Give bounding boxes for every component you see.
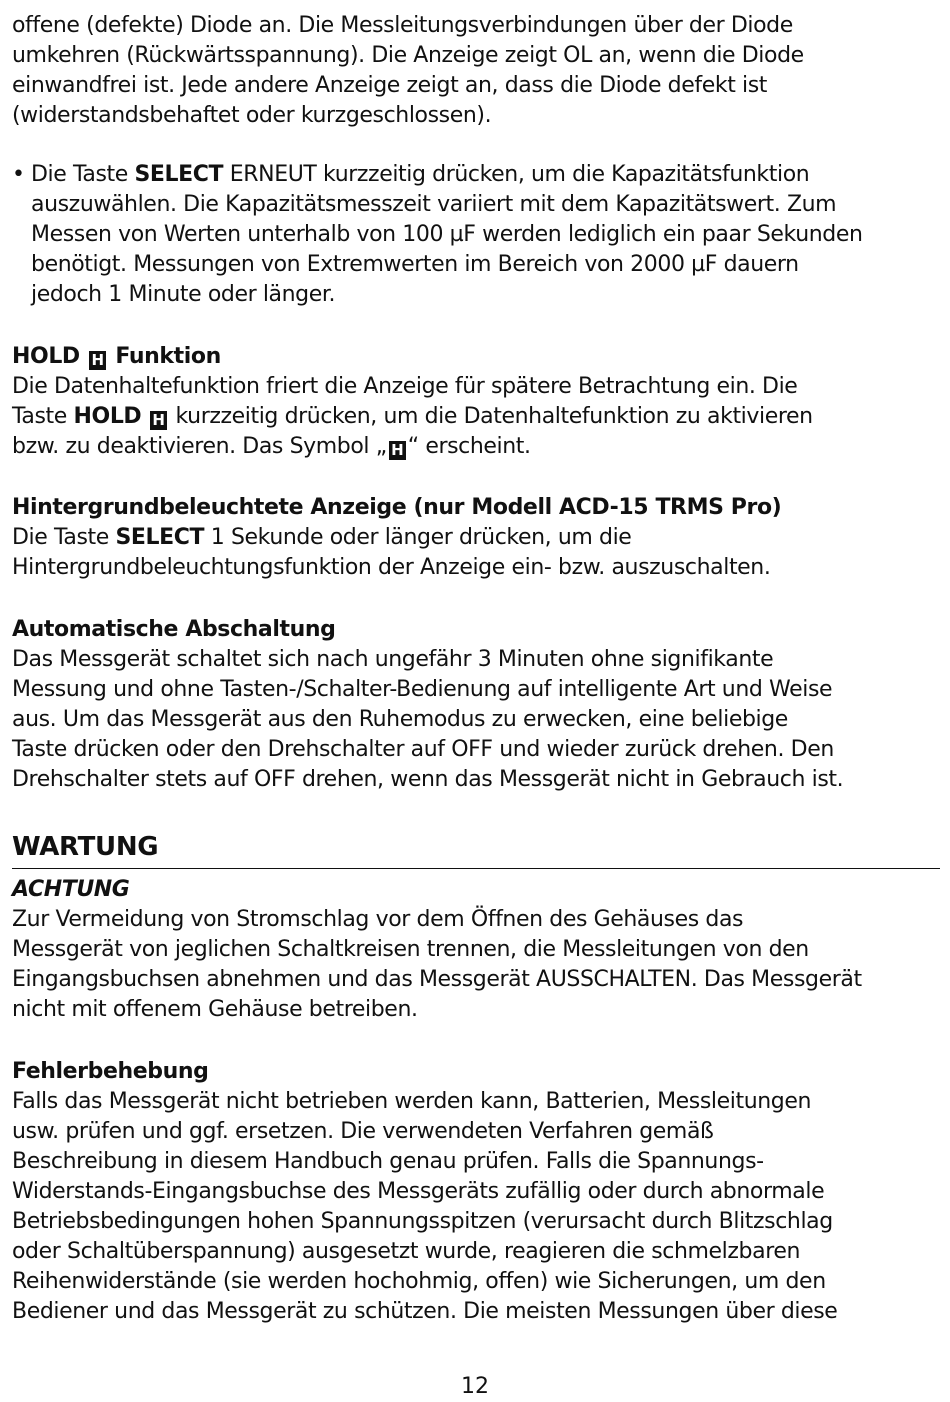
- caution-label: ACHTUNG: [12, 877, 130, 902]
- text-line: Messen von Werten unterhalb von 100 µF werden lediglich ein paar Sekunden: [31, 222, 863, 247]
- text-line: Reihenwiderstände (sie werden hochohmig, offen) wie Sicherungen, um den: [12, 1269, 826, 1294]
- hold-text-line: [12, 432, 531, 462]
- auto-off-heading: Automatische Abschaltung: [12, 617, 336, 642]
- bullet-first-line: [12, 160, 809, 190]
- text-line: aus. Um das Messgerät aus den Ruhemodus zu erwecken, eine beliebige: [12, 707, 788, 732]
- backlight-text-line: [12, 523, 631, 553]
- hold-icon: H: [89, 351, 106, 370]
- text-line: Falls das Messgerät nicht betrieben werden kann, Batterien, Messleitungen: [12, 1089, 812, 1114]
- bullet-post: ERNEUT kurzzeitig drücken, um die Kapazitätsfunktion: [223, 162, 810, 187]
- text-line: Eingangsbuchsen abnehmen und das Messgerät AUSSCHALTEN. Das Messgerät: [12, 967, 862, 992]
- text-line: Bediener und das Messgerät zu schützen. Die meisten Messungen über diese: [12, 1299, 838, 1324]
- bullet-pre: Die Taste: [31, 162, 135, 187]
- hold-heading: [12, 342, 221, 372]
- text-line: nicht mit offenem Gehäuse betreiben.: [12, 997, 418, 1022]
- text-fragment: Taste: [12, 404, 74, 429]
- select-key-label: SELECT: [134, 162, 224, 187]
- text-fragment: Die Taste: [12, 525, 116, 550]
- text-line: usw. prüfen und ggf. ersetzen. Die verwendeten Verfahren gemäß: [12, 1119, 714, 1144]
- section-title: WARTUNG: [12, 832, 159, 862]
- text-line: Die Datenhaltefunktion friert die Anzeige für spätere Betrachtung ein. Die: [12, 374, 798, 399]
- text-line: jedoch 1 Minute oder länger.: [31, 282, 336, 307]
- text-fragment: 1 Sekunde oder länger drücken, um die: [204, 525, 632, 550]
- text-line: Taste drücken oder den Drehschalter auf OFF und wieder zurück drehen. Den: [12, 737, 834, 762]
- text-line: Das Messgerät schaltet sich nach ungefähr 3 Minuten ohne signifikante: [12, 647, 774, 672]
- text-line: offene (defekte) Diode an. Die Messleitungsverbindungen über der Diode: [12, 13, 793, 38]
- text-line: umkehren (Rückwärtsspannung). Die Anzeige zeigt OL an, wenn die Diode: [12, 43, 804, 68]
- text-line: Zur Vermeidung von Stromschlag vor dem Öffnen des Gehäuses das: [12, 907, 744, 932]
- text-line: Messung und ohne Tasten-/Schalter-Bedienung auf intelligente Art und Weise: [12, 677, 833, 702]
- hold-text-line: [12, 402, 813, 432]
- text-line: benötigt. Messungen von Extremwerten im Bereich von 2000 µF dauern: [31, 252, 799, 277]
- text-line: Betriebsbedingungen hohen Spannungsspitzen (verursacht durch Blitzschlag: [12, 1209, 833, 1234]
- hold-icon: H: [150, 411, 167, 430]
- troubleshooting-heading: Fehlerbehebung: [12, 1059, 209, 1084]
- text-line: (widerstandsbehaftet oder kurzgeschlossen).: [12, 103, 492, 128]
- text-line: auszuwählen. Die Kapazitätsmesszeit variiert mit dem Kapazitätswert. Zum: [31, 192, 837, 217]
- text-line: Drehschalter stets auf OFF drehen, wenn das Messgerät nicht in Gebrauch ist.: [12, 767, 844, 792]
- text-fragment: bzw. zu deaktivieren. Das Symbol „: [12, 434, 387, 459]
- text-line: Beschreibung in diesem Handbuch genau prüfen. Falls die Spannungs-: [12, 1149, 764, 1174]
- bullet-marker: •: [12, 162, 25, 187]
- backlight-heading: Hintergrundbeleuchtete Anzeige (nur Modell ACD-15 TRMS Pro): [12, 495, 782, 520]
- hold-heading-label: HOLD: [12, 344, 80, 369]
- section-divider: [12, 868, 940, 869]
- hold-icon: H: [389, 441, 406, 460]
- text-fragment: “ erscheint.: [407, 434, 531, 459]
- page-number: 12: [461, 1374, 489, 1399]
- text-line: oder Schaltüberspannung) ausgesetzt wurde, reagieren die schmelzbaren: [12, 1239, 801, 1264]
- hold-key-label: HOLD: [73, 404, 142, 429]
- text-line: Widerstands-Eingangsbuchse des Messgeräts zufällig oder durch abnormale: [12, 1179, 825, 1204]
- hold-heading-suffix: Funktion: [115, 344, 221, 369]
- select-key-label: SELECT: [115, 525, 205, 550]
- text-line: einwandfrei ist. Jede andere Anzeige zeigt an, dass die Diode defekt ist: [12, 73, 768, 98]
- text-line: Messgerät von jeglichen Schaltkreisen trennen, die Messleitungen von den: [12, 937, 809, 962]
- text-line: Hintergrundbeleuchtungsfunktion der Anzeige ein- bzw. auszuschalten.: [12, 555, 771, 580]
- text-fragment: kurzzeitig drücken, um die Datenhaltefunktion zu aktivieren: [175, 404, 813, 429]
